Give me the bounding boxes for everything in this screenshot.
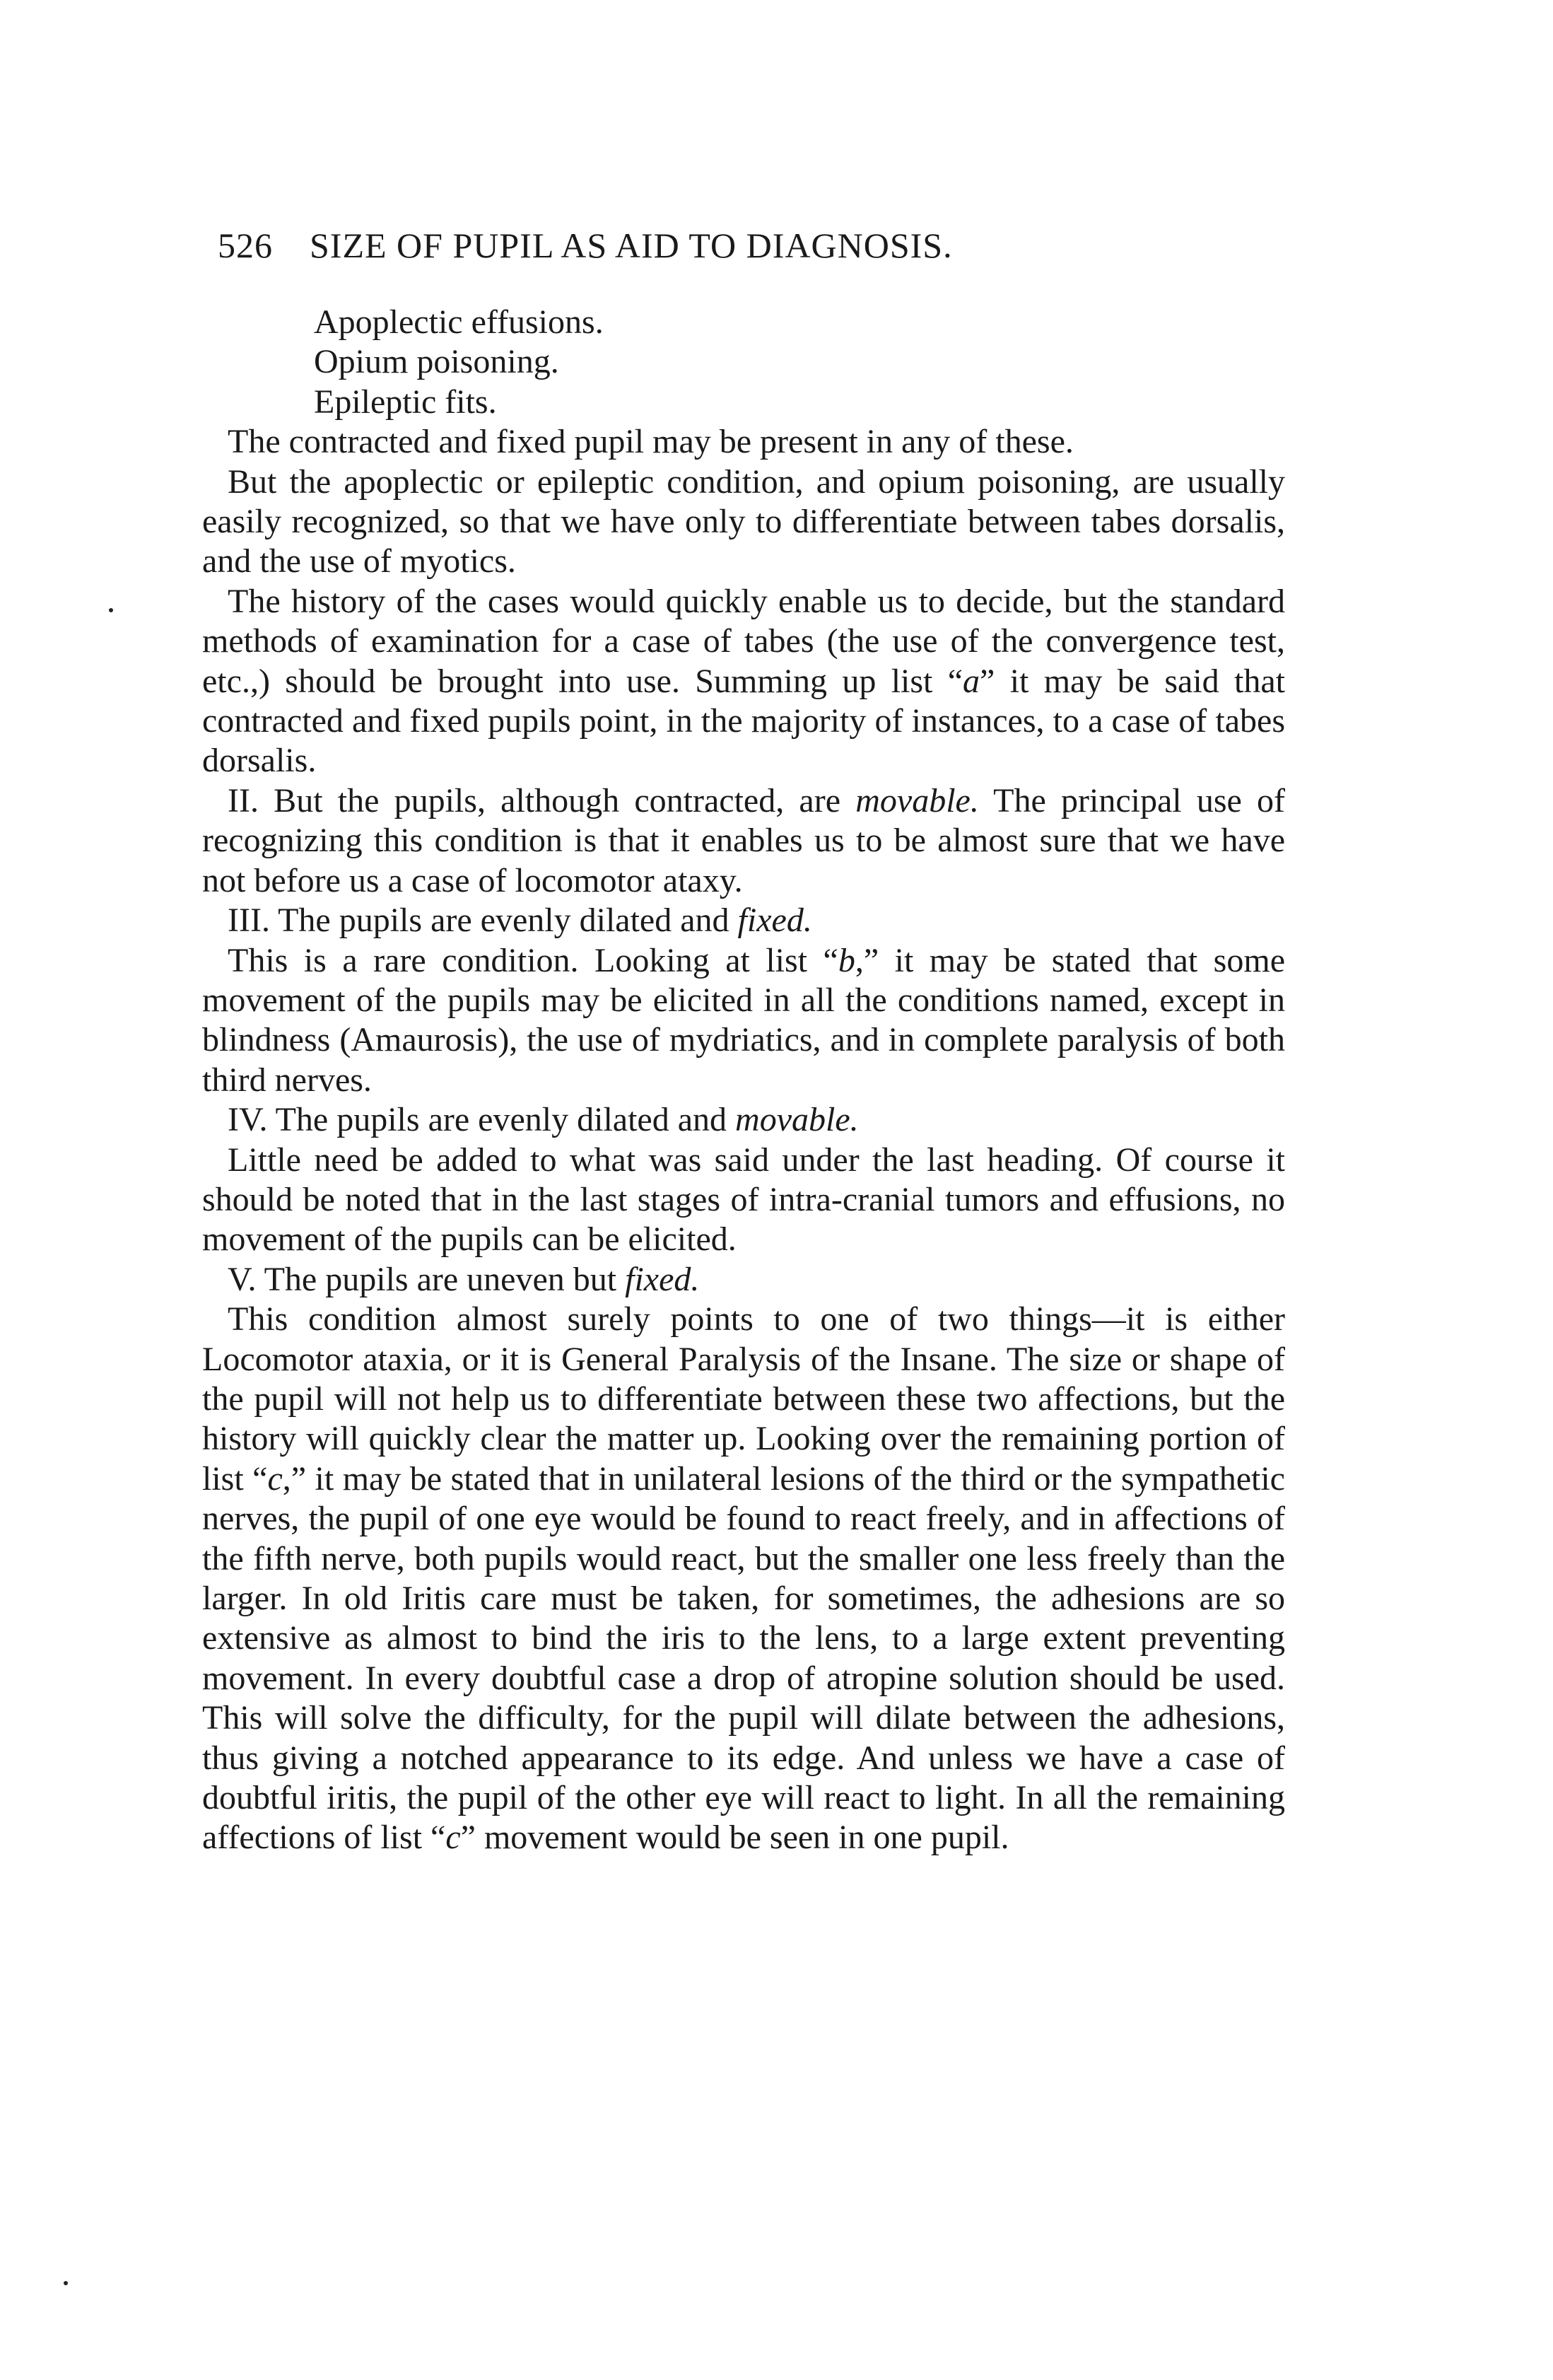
page-title: SIZE OF PUPIL AS AID TO DIAGNOSIS. <box>310 226 953 265</box>
paragraph-text: ,” it may be stated that in unilateral lesions of the third or the sympathetic nerves, the pupil of one eye would be found to react freely, and in affections of the fifth nerve, both pupils would react, but the smaller one less freely than the larger. In old Iritis care must be taken, for sometimes, the adhesions are so extensive as almost to bind the iris to the lens, to a large extent preventing movement. In every doubtful case a drop of atropine solution should be used. This will solve the difficulty, for the pupil will dilate between the adhesions, thus giving a notched appearance to its edge. And unless we have a case of doubtful iritis, the pupil of the other eye will react to light. In all the remaining affections of list “ <box>202 1459 1285 1857</box>
section-heading <box>202 1260 1285 1300</box>
list-item: Apoplectic effusions. <box>314 303 604 341</box>
italic-text: movable. <box>735 1101 859 1139</box>
italic-text: c <box>445 1819 461 1857</box>
paragraph-text: This is a rare condition. Looking at list “ <box>228 941 838 979</box>
paragraph-text: This condition almost surely points to one of two things—it is either Locomotor ataxia, or it is General Paralysis of the Insane. The size or shape of the pupil will not help us to differentiate between these two affections, but the history will quickly clear the matter up. Looking over the remaining portion of list “ <box>202 1300 1285 1498</box>
paragraph-text: ,” it may be stated that some movement of the pupils may be elicited in all the conditions named, except in blindness (Amaurosis), the use of mydriatics, and in complete paralysis of both third nerves. <box>202 941 1285 1099</box>
paragraph-text: The principal use of recognizing this condition is that it enables us to be almost sure that we have not before us a case of locomotor ataxy. <box>202 781 1286 899</box>
paragraph <box>202 1300 1285 1858</box>
list-item: Epileptic fits. <box>314 383 497 421</box>
paragraph: But the apoplectic or epileptic condition, and opium poisoning, are usually easily recognized, so that we have only to differentiate between tabes dorsalis, and the use of myotics. <box>202 462 1285 581</box>
section-heading <box>202 781 1285 901</box>
heading-text: IV. The pupils are evenly dilated and <box>228 1101 736 1139</box>
body-text <box>202 303 1285 1858</box>
paragraph: The contracted and fixed pupil may be present in any of these. <box>228 423 1074 461</box>
print-speck <box>109 608 113 612</box>
paragraph-text: ” it may be said that contracted and fixed pupils point, in the majority of instances, to a case of tabes dorsalis. <box>202 662 1286 780</box>
paragraph-text: The history of the cases would quickly enable us to decide, but the standard methods of examination for a case of tabes (the use of the convergence test, etc.,) should be brought into use. Summing up list “ <box>202 582 1285 700</box>
print-speck <box>64 2281 68 2285</box>
heading-text: III. The pupils are evenly dilated and <box>228 902 738 940</box>
paragraph-text: ” movement would be seen in one pupil. <box>460 1819 1009 1857</box>
paragraph: Little need be added to what was said under the last heading. Of course it should be noted that in the last stages of intra-cranial tumors and effusions, no movement of the pupils can be elicited. <box>202 1141 1285 1259</box>
running-head <box>218 225 1285 266</box>
list-item: Opium poisoning. <box>314 343 559 381</box>
italic-text: b <box>838 941 855 979</box>
heading-text: II. But the pupils, although contracted, are <box>228 781 856 819</box>
section-heading <box>202 1100 1285 1140</box>
section-heading <box>202 901 1285 940</box>
paragraph <box>202 582 1285 781</box>
italic-text: a <box>963 662 980 700</box>
paragraph <box>202 941 1285 1101</box>
italic-text: movable. <box>855 781 979 819</box>
page-number: 526 <box>218 226 273 265</box>
italic-text: fixed. <box>737 902 812 940</box>
italic-text: fixed. <box>625 1260 700 1298</box>
italic-text: c <box>267 1459 283 1498</box>
heading-text: V. The pupils are uneven but <box>228 1260 626 1298</box>
